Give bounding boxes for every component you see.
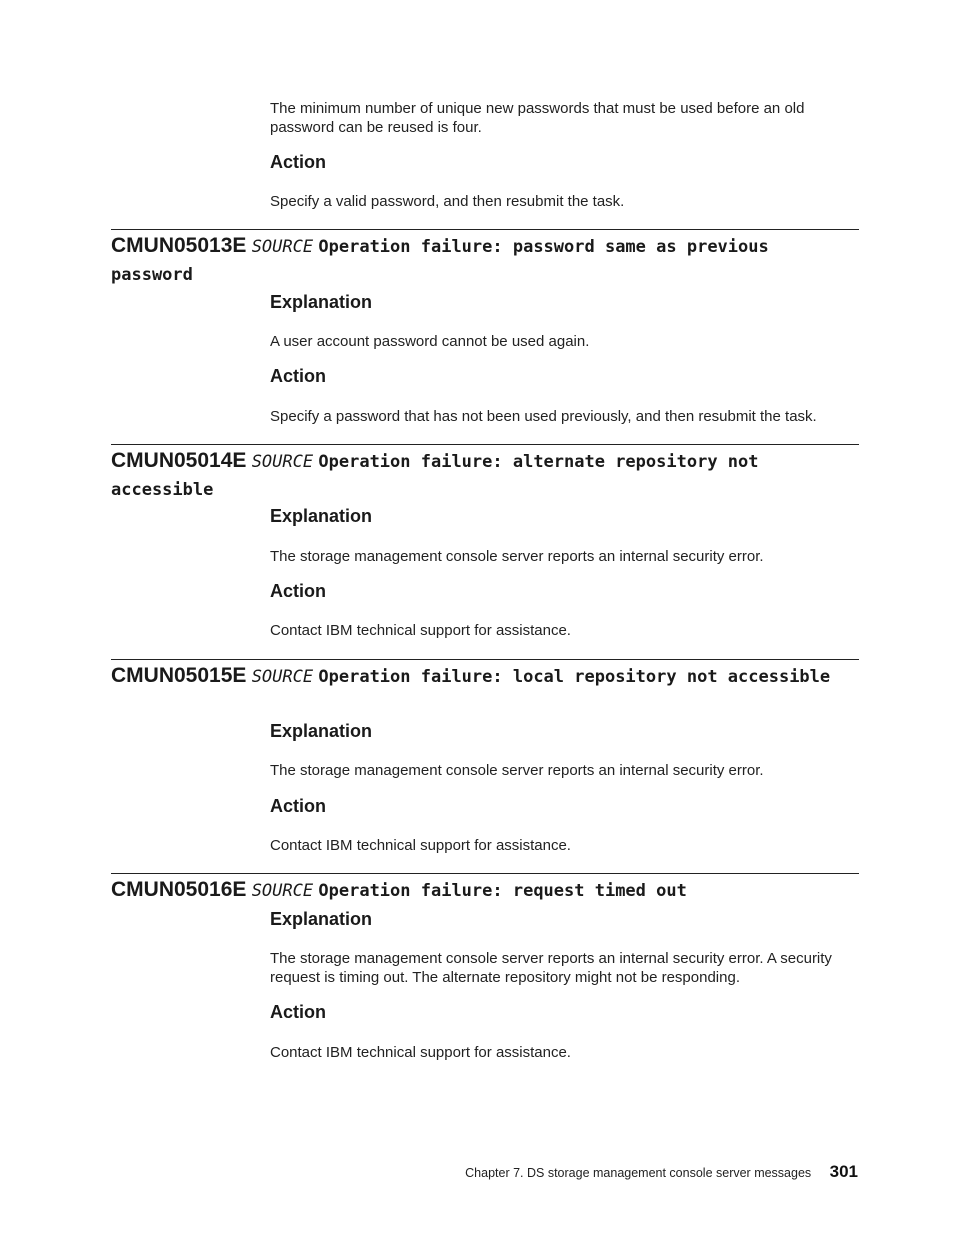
message-code: CMUN05014E	[111, 449, 247, 472]
action-text: Contact IBM technical support for assistance.	[270, 1044, 571, 1061]
message-text: Operation failure: password same as previous password	[111, 237, 769, 285]
page-number: 301	[829, 1162, 858, 1181]
section-divider	[111, 873, 859, 874]
explanation-heading: Explanation	[270, 506, 373, 526]
action-heading: Action	[270, 1002, 326, 1022]
message-header-cmun05015e	[111, 662, 859, 691]
explanation-text: A user account password cannot be used again.	[270, 333, 590, 350]
section-divider	[111, 444, 859, 445]
message-header-cmun05013e	[111, 232, 859, 289]
action-heading: Action	[270, 581, 326, 601]
intro-action-text: Specify a valid password, and then resubmit the task.	[270, 193, 625, 210]
explanation-text: The storage management console server reports an internal security error.	[270, 762, 764, 779]
message-header-cmun05016e	[111, 876, 859, 905]
explanation-heading: Explanation	[270, 909, 373, 929]
section-divider	[111, 229, 859, 230]
action-text: Contact IBM technical support for assistance.	[270, 837, 571, 854]
action-heading: Action	[270, 366, 326, 386]
message-source: SOURCE	[251, 452, 314, 472]
action-text: Specify a password that has not been used previously, and then resubmit the task.	[270, 408, 817, 425]
intro-action-heading: Action	[270, 152, 326, 172]
message-code: CMUN05013E	[111, 234, 247, 257]
message-code: CMUN05016E	[111, 878, 247, 901]
explanation-heading: Explanation	[270, 721, 373, 741]
explanation-text: The storage management console server reports an internal security error.	[270, 548, 764, 565]
action-heading: Action	[270, 796, 326, 816]
chapter-title: Chapter 7. DS storage management console server messages	[465, 1166, 812, 1180]
section-divider	[111, 659, 859, 660]
message-text: Operation failure: local repository not accessible	[318, 667, 831, 687]
message-text: Operation failure: request timed out	[318, 881, 687, 901]
explanation-text: The storage management console server reports an internal security error. A security request is timing out. The alternate repository might not be responding.	[270, 950, 832, 986]
message-code: CMUN05015E	[111, 664, 247, 687]
explanation-heading: Explanation	[270, 292, 373, 312]
message-source: SOURCE	[251, 881, 314, 901]
message-text: Operation failure: alternate repository not accessible	[111, 452, 759, 500]
page-footer	[465, 1162, 858, 1182]
action-text: Contact IBM technical support for assistance.	[270, 622, 571, 639]
intro-paragraph: The minimum number of unique new passwords that must be used before an old password can be reused is four.	[270, 100, 805, 136]
message-source: SOURCE	[251, 237, 314, 257]
message-source: SOURCE	[251, 667, 314, 687]
message-header-cmun05014e	[111, 447, 859, 504]
